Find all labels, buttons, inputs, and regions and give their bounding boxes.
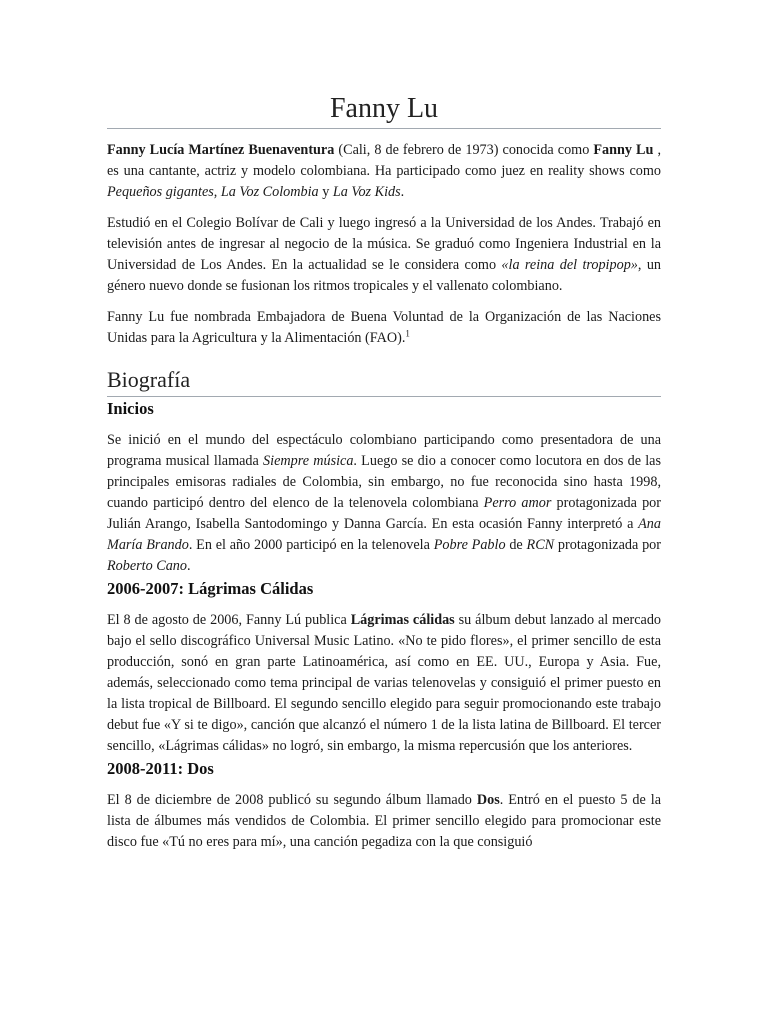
reference-marker[interactable]: 1 bbox=[405, 328, 410, 339]
title-divider bbox=[107, 128, 661, 129]
album-lagrimas-calidas: Lágrimas cálidas bbox=[350, 612, 455, 628]
intro-paragraph-3: Fanny Lu fue nombrada Embajadora de Buena Voluntad de la Organización de las Naciones Unidas para la Agricultura y la Alimentación (FAO).$^1$ bbox=[107, 309, 661, 346]
full-name: Fanny Lucía Martínez Buenaventura bbox=[107, 142, 335, 158]
page-title: Fanny Lu bbox=[329, 93, 439, 124]
intro-paragraph-2: Estudió en el Colegio Bolívar de Cali y luego ingresó a la Universidad de los Andes. Trabajó en televisión antes de ingresar al negocio de la música. Se graduó como Ingeniera Industrial en la Universidad de Los Andes. En la actualidad se le considera como «la reina del tropipop», un género nuevo donde se fusionan los ritmos tropicales y el vallenato colombiano. bbox=[107, 215, 662, 294]
section-heading-biografia: Biografía bbox=[107, 367, 191, 392]
subsection-heading-lagrimas-calidas: 2006-2007: Lágrimas Cálidas bbox=[107, 579, 314, 598]
intro-paragraph-1: Fanny Lucía Martínez Buenaventura (Cali, 8 de febrero de 1973) conocida como Fanny Lu , es una cantante, actriz y modelo colombiana. Ha participado como juez en reality shows como Pequeños gigantes, La Voz Colombia y La Voz Kids. bbox=[107, 142, 661, 200]
show-la-voz-colombia: La Voz Colombia bbox=[220, 184, 319, 200]
tropipop-quote: «la reina del tropipop» bbox=[501, 257, 638, 273]
lagrimas-calidas-paragraph: El 8 de agosto de 2006, Fanny Lú publica Lágrimas cálidas su álbum debut lanzado al mercado bajo el sello discográfico Universal Music Latino. «No te pido flores», el primer sencillo de esta producción, sonó en gran parte Latinoamérica, así como en EE. UU., Europa y Asia. Fue, además, seleccionado como tema principal de varias telenovelas y consiguió el primer puesto en la lista tropical de Billboard. El segundo sencillo elegido para seguir promocionando este trabajo debut fue «Y si te digo», canción que alcanzó el número 1 de la lista latina de Billboard. El tercer sencillo, «Lágrimas cálidas» no logró, sin embargo, la misma repercusión que los anteriores. bbox=[107, 612, 662, 754]
album-dos: Dos bbox=[476, 792, 500, 808]
show-la-voz-kids: La Voz Kids bbox=[332, 184, 401, 200]
telenovela-pobre-pablo: Pobre Pablo bbox=[433, 537, 506, 553]
inicios-paragraph: Se inició en el mundo del espectáculo colombiano participando como presentadora de una programa musical llamada Siempre música. Luego se dio a conocer como locutora en dos de las principales emisoras radiales de Colombia, sin embargo, no fue reconocida sino hasta 1998, cuando participó dentro del elenco de la telenovela colombiana Perro amor protagonizada por Julián Arango, Isabella Santodomingo y Danna García. En esta ocasión Fanny interpretó a Ana María Brando. En el año 2000 participó en la telenovela Pobre Pablo de RCN protagonizada por Roberto Cano. bbox=[107, 432, 661, 574]
character-name: Ana María Brando bbox=[107, 516, 661, 553]
dos-paragraph: El 8 de diciembre de 2008 publicó su segundo álbum llamado Dos. Entró en el puesto 5 de la lista de álbumes más vendidos de Colombia. El primer sencillo elegido para promocionar este disco fue «Tú no eres para mí», una canción pegadiza con la que consiguió bbox=[107, 792, 661, 850]
show-pequenos-gigantes: Pequeños gigantes bbox=[107, 184, 214, 200]
actor-name: Roberto Cano bbox=[107, 558, 187, 574]
telenovela-perro-amor: Perro amor bbox=[483, 495, 552, 511]
subsection-heading-dos: 2008-2011: Dos bbox=[107, 759, 214, 778]
channel-name: RCN bbox=[526, 537, 555, 553]
short-name: Fanny Lu bbox=[593, 142, 654, 158]
subsection-heading-inicios: Inicios bbox=[107, 399, 154, 418]
program-name: Siempre música bbox=[263, 453, 354, 469]
